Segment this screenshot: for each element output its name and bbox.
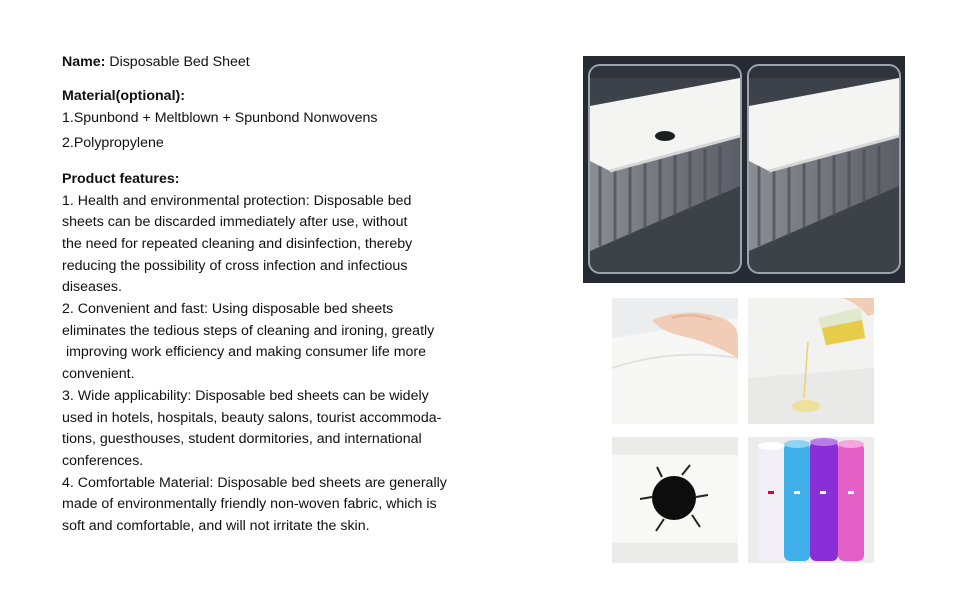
face-hole-closeup-photo (612, 437, 738, 563)
features-heading: Product features: (62, 170, 180, 187)
feature-line: 3. Wide applicability: Disposable bed sheets can be widely (62, 387, 429, 404)
feature-line: used in hotels, hospitals, beauty salons, tourist accommoda- (62, 409, 442, 426)
name-line (62, 52, 502, 74)
feature-line: tions, guesthouses, student dormitories, and international (62, 431, 422, 448)
hand-touching-sheet-photo (612, 298, 738, 424)
feature-line: soft and comfortable, and will not irritate the skin. (62, 518, 370, 535)
material-heading: Material(optional): (62, 87, 185, 104)
feature-line: reducing the possibility of cross infection and infectious (62, 257, 408, 274)
name-value: Disposable Bed Sheet (105, 54, 250, 70)
feature-line: the need for repeated cleaning and disinfection, thereby (62, 235, 413, 252)
feature-line: conferences. (62, 452, 144, 469)
feature-line: convenient. (62, 366, 135, 383)
material-item-2: 2.Polypropylene (62, 135, 164, 152)
feature-line: 4. Comfortable Material: Disposable bed sheets are generally (62, 474, 447, 491)
feature-line: sheets can be discarded immediately after use, without (62, 214, 408, 231)
feature-line: made of environmentally friendly non-woven fabric, which is (62, 496, 437, 513)
feature-line: 1. Health and environmental protection: Disposable bed (62, 192, 412, 209)
feature-line: 2. Convenient and fast: Using disposable bed sheets (62, 301, 394, 318)
feature-line: eliminates the tedious steps of cleaning and ironing, greatly (62, 322, 435, 339)
oil-pour-test-photo (748, 298, 874, 424)
feature-line: improving work efficiency and making consumer life more (62, 344, 427, 361)
name-label: Name: (62, 54, 106, 70)
bed-sheet-hero-photo (583, 56, 905, 283)
colored-sheet-rolls-photo (748, 437, 874, 563)
material-item-1: 1.Spunbond + Meltblown + Spunbond Nonwovens (62, 110, 378, 127)
feature-line: diseases. (62, 279, 122, 296)
bed-with-face-hole-photo (588, 64, 742, 274)
product-description (62, 52, 502, 538)
bed-without-hole-photo (747, 64, 901, 274)
